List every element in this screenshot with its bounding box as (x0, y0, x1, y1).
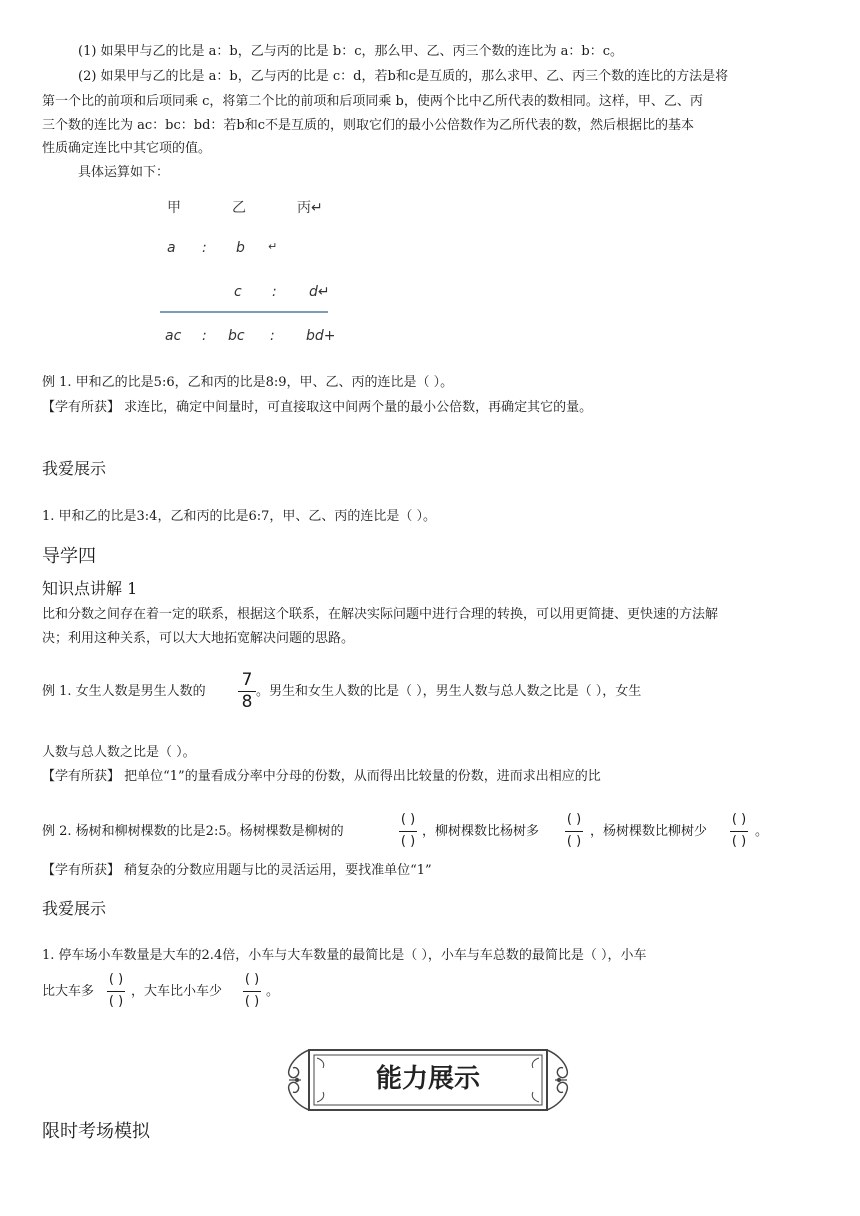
show2-line1: 1. 停车场小车数量是大车的2.4倍，小车与大车数量的最简比是（ ），小车与车总数的最简比是（ ），小车 (42, 948, 647, 963)
calc-r3-colon2: : (270, 328, 275, 344)
ex2-part2: 。男生和女生人数的比是（ ），男生人数与总人数之比是（ ），女生 (256, 684, 642, 699)
knowledge-heading: 知识点讲解 1 (42, 579, 138, 598)
show-heading-2: 我爱展示 (42, 899, 107, 918)
show-item-1: 1. 甲和乙的比是3:4，乙和丙的比是6:7，甲、乙、丙的连比是（ ）。 (42, 509, 437, 524)
blank-fraction[interactable]: ( ) ( ) (400, 812, 416, 849)
calc-r1-b: b (236, 240, 245, 256)
gain-note-3: 【学有所获】 稍复杂的分数应用题与比的灵活运用，要找准单位“1” (42, 863, 432, 878)
ex3-part4: 。 (755, 824, 769, 839)
calc-r1-mark: ↵ (268, 240, 278, 253)
calc-r3-bd: bd+ (306, 328, 336, 344)
show2-part2: ，大车比小车少 (131, 984, 223, 999)
rule-line-3: 第一个比的前项和后项同乘 c，将第二个比的前项和后项同乘 b，使两个比中乙所代表的数相同。这样，甲、乙、丙 (42, 94, 703, 109)
section-heading: 导学四 (42, 546, 96, 567)
knowledge-line-1: 比和分数之间存在着一定的联系，根据这个联系，在解决实际问题中进行合理的转换，可以用更简捷、更快速的方法解 (42, 607, 719, 622)
example-1: 例 1. 甲和乙的比是5:6，乙和丙的比是8:9，甲、乙、丙的连比是（ ）。 (42, 375, 454, 390)
ex3-part3: ，杨树棵数比柳树少 (590, 824, 708, 839)
rule-line-5: 性质确定连比中其它项的值。 (42, 141, 212, 156)
gain-note-2: 【学有所获】 把单位“1”的量看成分率中分母的份数，从而得出比较量的份数，进而求出相应的比 (42, 769, 601, 784)
calc-header-yi: 乙 (232, 200, 246, 216)
show2-part3: 。 (266, 984, 280, 999)
blank-fraction[interactable]: ( ) ( ) (731, 812, 747, 849)
calc-header-bing: 丙↵ (297, 200, 323, 216)
knowledge-line-2: 决；利用这种关系，可以大大地拓宽解决问题的思路。 (42, 631, 355, 646)
blank-fraction[interactable]: ( ) ( ) (244, 972, 260, 1009)
rule-line-1: (1) 如果甲与乙的比是 a：b，乙与丙的比是 b：c，那么甲、乙、丙三个数的连比为 a：b：c。 (78, 44, 623, 59)
calc-r3-ac: ac (165, 328, 182, 344)
calc-divider (160, 311, 328, 313)
ex3-part2: ，柳树棵数比杨树多 (422, 824, 540, 839)
calc-header-jia: 甲 (167, 200, 181, 216)
calc-r2-c: c (234, 284, 242, 300)
rule-line-6: 具体运算如下： (78, 165, 170, 180)
show-heading-1: 我爱展示 (42, 459, 107, 478)
calc-r3-bc: bc (228, 328, 245, 344)
final-heading: 限时考场模拟 (42, 1121, 150, 1142)
rule-line-2: (2) 如果甲与乙的比是 a：b，乙与丙的比是 c：d，若b和c是互质的，那么求甲、乙、丙三个数的连比的方法是将 (78, 69, 729, 84)
gain-note-1: 【学有所获】 求连比，确定中间量时，可直接取这中间两个量的最小公倍数，再确定其它的量。 (42, 400, 593, 415)
ex2-line2: 人数与总人数之比是（ ）。 (42, 745, 196, 760)
calc-r2-d: d↵ (309, 284, 330, 300)
ability-banner (283, 1044, 573, 1116)
blank-fraction[interactable]: ( ) ( ) (566, 812, 582, 849)
show2-part1: 比大车多 (42, 984, 95, 999)
rule-line-4: 三个数的连比为 ac：bc：bd：若b和c不是互质的，则取它们的最小公倍数作为乙所代表的数，然后根据比的基本 (42, 118, 695, 133)
calc-r1-colon: : (202, 240, 207, 256)
calc-r3-colon1: : (202, 328, 207, 344)
ex2-part1: 例 1. 女生人数是男生人数的 (42, 684, 206, 699)
banner-title: 能力展示 (375, 1064, 480, 1094)
fraction-seven-eighths: 7 8 (236, 670, 258, 714)
calc-r1-a: a (167, 240, 176, 256)
calc-r2-colon: : (272, 284, 277, 300)
blank-fraction[interactable]: ( ) ( ) (108, 972, 124, 1009)
ex3-part1: 例 2. 杨树和柳树棵数的比是2:5。杨树棵数是柳树的 (42, 824, 344, 839)
